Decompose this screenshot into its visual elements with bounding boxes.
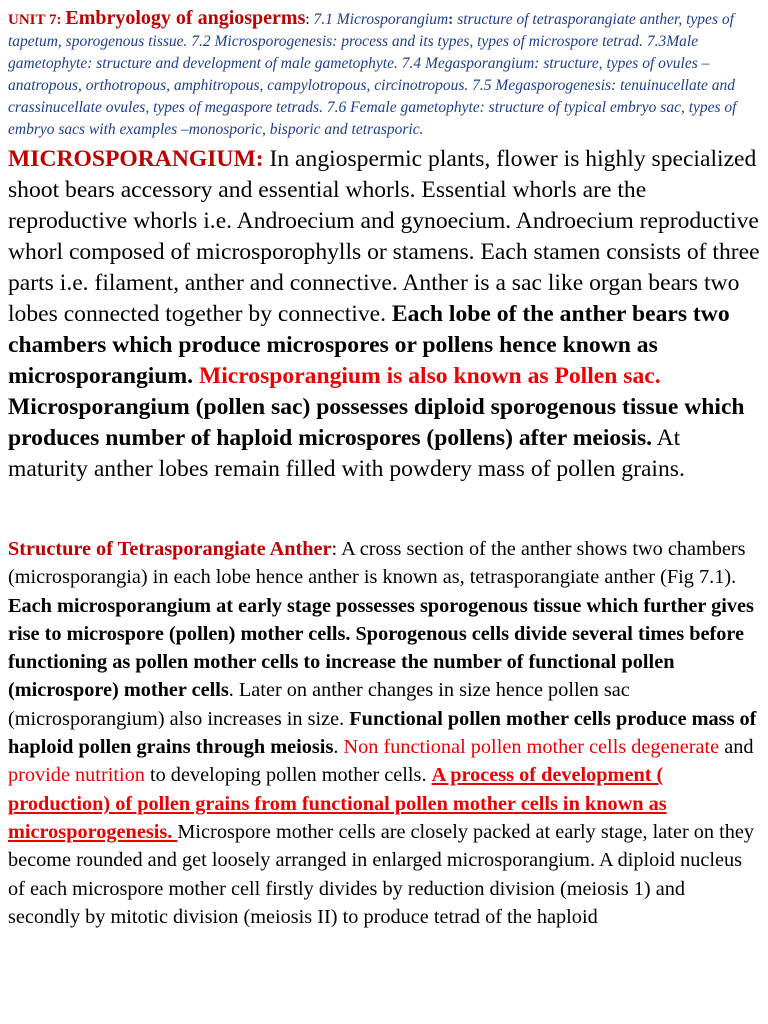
nutrition-highlight: provide nutrition — [8, 764, 145, 787]
structure-text-6: Microspore mother cells are closely packed at early stage, later on they become rounded and get loosely arranged in enlarged microsporangium. A diploid nucleus of each microspore mother cell firstly divides by reduction division (meiosis 1) and secondly by mitotic division (meiosis II) to produce tetrad of the haploid — [8, 820, 755, 928]
pollen-sac-highlight: Microsporangium is also known as Pollen sac. — [198, 363, 661, 389]
structure-text-3: . — [333, 736, 344, 759]
structure-heading: Structure of Tetrasporangiate Anther — [8, 538, 332, 560]
unit-colon: : — [305, 11, 310, 28]
unit-title: Embryology of angiosperms — [65, 7, 306, 29]
non-functional-highlight: Non functional pollen mother cells degenerate — [343, 736, 720, 759]
document-page — [8, 7, 760, 931]
unit-header — [8, 7, 760, 141]
microsporangium-bold-2: Microsporangium (pollen sac) possesses diploid sporogenous tissue which produces number of haploid microspores (pollens) after meiosis. — [8, 394, 745, 451]
structure-bold-2: Functional pollen mother cells produce mass of haploid pollen grains through meiosis — [8, 707, 757, 759]
unit-topics-colon: : — [448, 11, 454, 28]
microsporangium-paragraph — [8, 144, 760, 485]
microsporangium-bold-1: Each lobe of the anther bears two chambers which produce microspores or pollens hence known as microsporangium. — [8, 301, 730, 389]
structure-text-5: to developing pollen mother cells. — [144, 764, 432, 787]
structure-text-2: . Later on anther changes in size hence pollen sac (microsporangium) also increases in size. — [8, 679, 630, 730]
microsporangium-text-1: In angiospermic plants, flower is highly specialized shoot bears accessory and essential whorls. Essential whorls are the reproductive whorls i.e. Androecium and gynoecium. Androecium reproductive whorl composed of microsporophylls or stamens. Each stamen consists of three parts i.e. filament, anther and connective. Anther is a sac like organ bears two lobes connected together by connective. — [8, 146, 760, 327]
structure-paragraph — [8, 535, 760, 931]
structure-colon: : — [331, 538, 338, 560]
structure-text-4: and — [719, 736, 754, 759]
unit-topics-b: structure of tetrasporangiate anther, types of tapetum, sporogenous tissue. 7.2 Microsporogenesis: process and its types, types of microspore tetrad. 7.3Male gametophyte: structure and development of male gametophyte. 7.4 Megasporangium: structure, types of ovules – anatropous, orthotropous, amphitropous, campylotropous, circinotropous. 7.5 Megasporogenesis: tenuinucellate and crassinucellate ovules, types of megaspore tetrads. 7.6 Female gametophyte: structure of typical embryo sac, types of embryo sacs with examples –monosporic, bisporic and tetrasporic. — [8, 11, 737, 138]
unit-topics-a: 7.1 Microsporangium — [309, 11, 449, 28]
microsporangium-heading: MICROSPORANGIUM: — [8, 146, 264, 172]
structure-text-1: A cross section of the anther shows two chambers (microsporangia) in each lobe hence anther is known as, tetrasporangiate anther (Fig 7.1). — [8, 538, 746, 589]
unit-label: UNIT 7: — [8, 12, 62, 28]
structure-bold-1: Each microsporangium at early stage possesses sporogenous tissue which further gives rise to microspore (pollen) mother cells. Sporogenous cells divide several times before functioning as pollen mother cells to increase the number of functional pollen (microspore) mother cells — [8, 594, 754, 702]
microsporangium-text-4: At maturity anther lobes remain filled with powdery mass of pollen grains. — [8, 425, 685, 482]
microsporogenesis-definition: A process of development ( production) of pollen grains from functional pollen mother cells in known as microsporogenesis. — [8, 764, 667, 843]
